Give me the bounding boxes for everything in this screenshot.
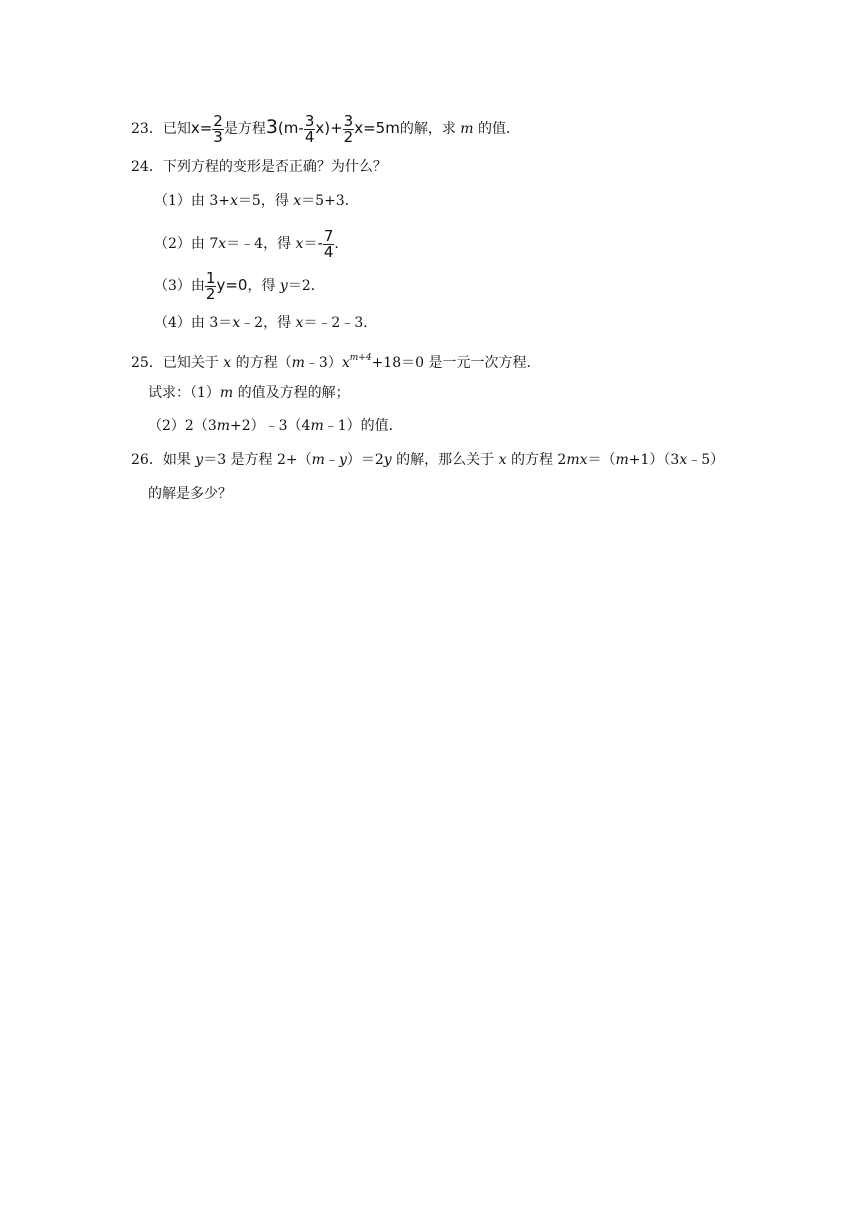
- question-number: 25．: [131, 355, 163, 371]
- question-23: 23．已知x= $\frac{2}{3}$ 是方程3(m- $\frac{3}{4}$ x)+ $\frac{3}{2}$ x=5m的解，求 m 的值．: [131, 111, 521, 146]
- fraction: $\frac{7}{4}$: [323, 226, 334, 261]
- question-25-part-2: （2）2（3m+2）﹣3（4m﹣1）的值．: [148, 418, 403, 434]
- exponent: m+4: [349, 353, 372, 363]
- question-25-part-1: 试求：（1）m 的值及方程的解；: [148, 385, 350, 401]
- fraction: $\frac{2}{3}$: [213, 111, 223, 146]
- fraction: $\frac{3}{4}$: [304, 111, 315, 146]
- question-26: 26．如果 y＝3 是方程 2+（m﹣y）＝2y 的解，那么关于 x 的方程 2mx＝（m+1）（3x﹣5）: [131, 452, 725, 468]
- question-24-part-1: （1）由 3+x＝5，得 x＝5+3．: [154, 193, 359, 209]
- fraction: $\frac{1}{2}$: [205, 268, 216, 303]
- math-expression: 3: [265, 116, 278, 138]
- question-24: 24．下列方程的变形是否正确？为什么？: [131, 159, 387, 175]
- fraction: $\frac{3}{2}$: [343, 111, 354, 146]
- question-24-part-3: （3）由 $\frac{1}{2}$ y=0，得 y＝2．: [154, 268, 325, 303]
- question-26-continuation: 的解是多少？: [148, 486, 232, 502]
- question-number: 24．: [131, 159, 163, 175]
- math-expression: x=: [190, 119, 213, 137]
- question-number: 26．: [131, 452, 163, 468]
- question-24-part-4: （4）由 3＝x﹣2，得 x＝﹣2﹣3．: [154, 315, 378, 331]
- question-24-part-2: （2）由 7x＝﹣4，得 x＝- $\frac{7}{4}$ .: [154, 226, 339, 261]
- question-25: 25．已知关于 x 的方程$(m﹣3)x^{m+4}+18=0$ 是一元一次方程．: [131, 353, 541, 371]
- question-number: 23．: [131, 121, 163, 137]
